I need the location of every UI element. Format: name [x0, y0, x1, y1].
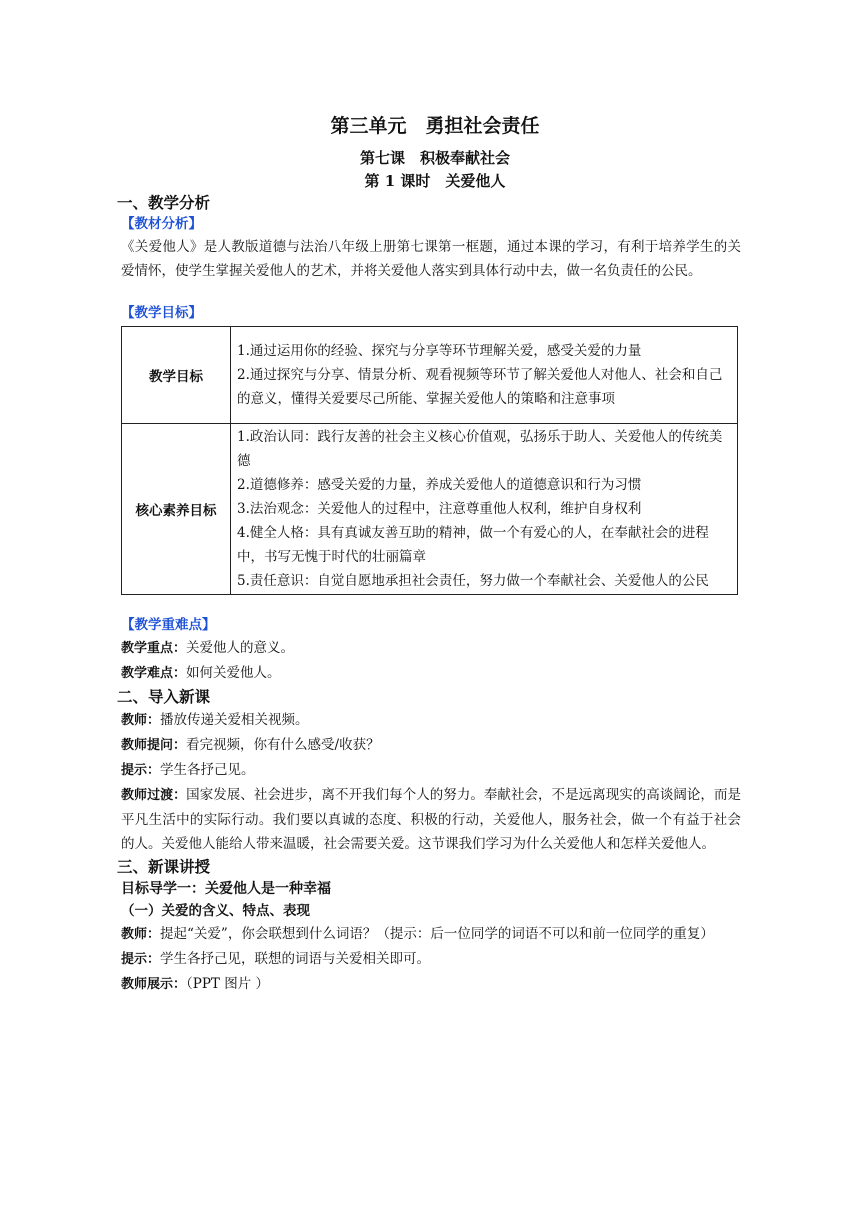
material-analysis-text: 《关爱他人》是人教版道德与法治八年级上册第七课第一框题，通过本课的学习，有利于培养学生的关爱情怀，使学生掌握关爱他人的艺术，并将关爱他人落实到具体行动中去，做一名负责任的公民。 — [121, 239, 741, 279]
goals-row-content — [231, 327, 738, 424]
key-point-text: 关爱他人的意义。 — [186, 640, 295, 656]
goal-item: 1.通过运用你的经验、探究与分享等环节理解关爱，感受关爱的力量 — [237, 343, 642, 359]
line-text: 提起“关爱”，你会联想到什么词语？（提示：后一位同学的词语不可以和前一位同学的重复） — [160, 926, 714, 942]
spacer — [121, 283, 741, 303]
goal-guide-heading: 目标导学一：关爱他人是一种幸福 — [121, 881, 331, 897]
unit-title: 第三单元 勇担社会责任 — [330, 115, 540, 137]
difficulty-text: 如何关爱他人。 — [186, 665, 281, 681]
intro-line — [121, 733, 741, 758]
line-text: 看完视频，你有什么感受/收获？ — [186, 737, 380, 753]
line-label: 提示： — [121, 952, 161, 967]
section-heading-analysis: 一、教学分析 — [117, 193, 211, 212]
intro-line — [121, 783, 741, 856]
difficulty-line — [121, 661, 741, 686]
line-label: 教师： — [121, 927, 161, 942]
line-text: （PPT 图片 ） — [186, 976, 270, 992]
lecture-line — [121, 972, 741, 997]
period-title: 第 1 课时 关爱他人 — [364, 172, 506, 190]
line-text: 播放传递关爱相关视频。 — [160, 712, 309, 728]
goal-item: 5.责任意识：自觉自愿地承担社会责任，努力做一个奉献社会、关爱他人的公民 — [237, 573, 709, 589]
intro-line — [121, 708, 741, 733]
goal-item: 1.政治认同：践行友善的社会主义核心价值观，弘扬乐于助人、关爱他人的传统美德 — [237, 429, 723, 469]
intro-line — [121, 758, 741, 783]
goal-item: 4.健全人格：具有真诚友善互助的精神，做一个有爱心的人，在奉献社会的进程中，书写无愧于时代的壮丽篇章 — [237, 525, 709, 565]
line-label: 提示： — [121, 763, 161, 778]
line-text: 学生各抒己见，联想的词语与关爱相关即可。 — [160, 951, 431, 967]
difficulty-label: 教学难点： — [121, 666, 187, 681]
goals-row-teaching — [122, 327, 738, 424]
section-heading-lecture: 三、新课讲授 — [117, 857, 211, 876]
goal-item: 2.道德修养：感受关爱的力量，养成关爱他人的道德意识和行为习惯 — [237, 477, 642, 493]
line-text: 学生各抒己见。 — [160, 762, 255, 778]
lecture-line — [121, 947, 741, 972]
line-label: 教师： — [121, 713, 161, 728]
key-point-label: 教学重点： — [121, 641, 187, 656]
line-text: 国家发展、社会进步，离不开我们每个人的努力。奉献社会，不是远离现实的高谈阔论，而是平凡生活中的实际行动。我们要以真诚的态度、积极的行动，关爱他人，服务社会，做一个有益于社会的人。关爱他人能给人带来温暖，社会需要关爱。这节课我们学习为什么关爱他人和怎样关爱他人。 — [121, 787, 741, 852]
subsection-heading: （一）关爱的含义、特点、表现 — [121, 903, 310, 919]
material-analysis-label: 【教材分析】 — [121, 216, 202, 232]
line-label: 教师展示： — [121, 977, 187, 992]
goals-row-content — [231, 424, 738, 595]
key-point-line — [121, 636, 741, 661]
line-label: 教师提问： — [121, 738, 187, 753]
lecture-line — [121, 922, 741, 947]
document-content — [117, 112, 741, 997]
goals-row-core — [122, 424, 738, 595]
goals-row-label: 核心素养目标 — [122, 424, 231, 595]
goal-item: 2.通过探究与分享、情景分析、观看视频等环节了解关爱他人对他人、社会和自己的意义，懂得关爱要尽己所能、掌握关爱他人的策略和注意事项 — [237, 367, 723, 407]
section-heading-intro: 二、导入新课 — [117, 687, 211, 706]
goal-item: 3.法治观念：关爱他人的过程中，注意尊重他人权利，维护自身权利 — [237, 501, 642, 517]
teaching-goals-table — [121, 326, 738, 595]
teaching-goals-label: 【教学目标】 — [121, 305, 202, 321]
lesson-title: 第七课 积极奉献社会 — [359, 149, 510, 167]
line-label: 教师过渡： — [121, 788, 187, 803]
spacer — [121, 595, 741, 615]
goals-row-label: 教学目标 — [122, 327, 231, 424]
key-difficult-label: 【教学重难点】 — [121, 617, 216, 633]
